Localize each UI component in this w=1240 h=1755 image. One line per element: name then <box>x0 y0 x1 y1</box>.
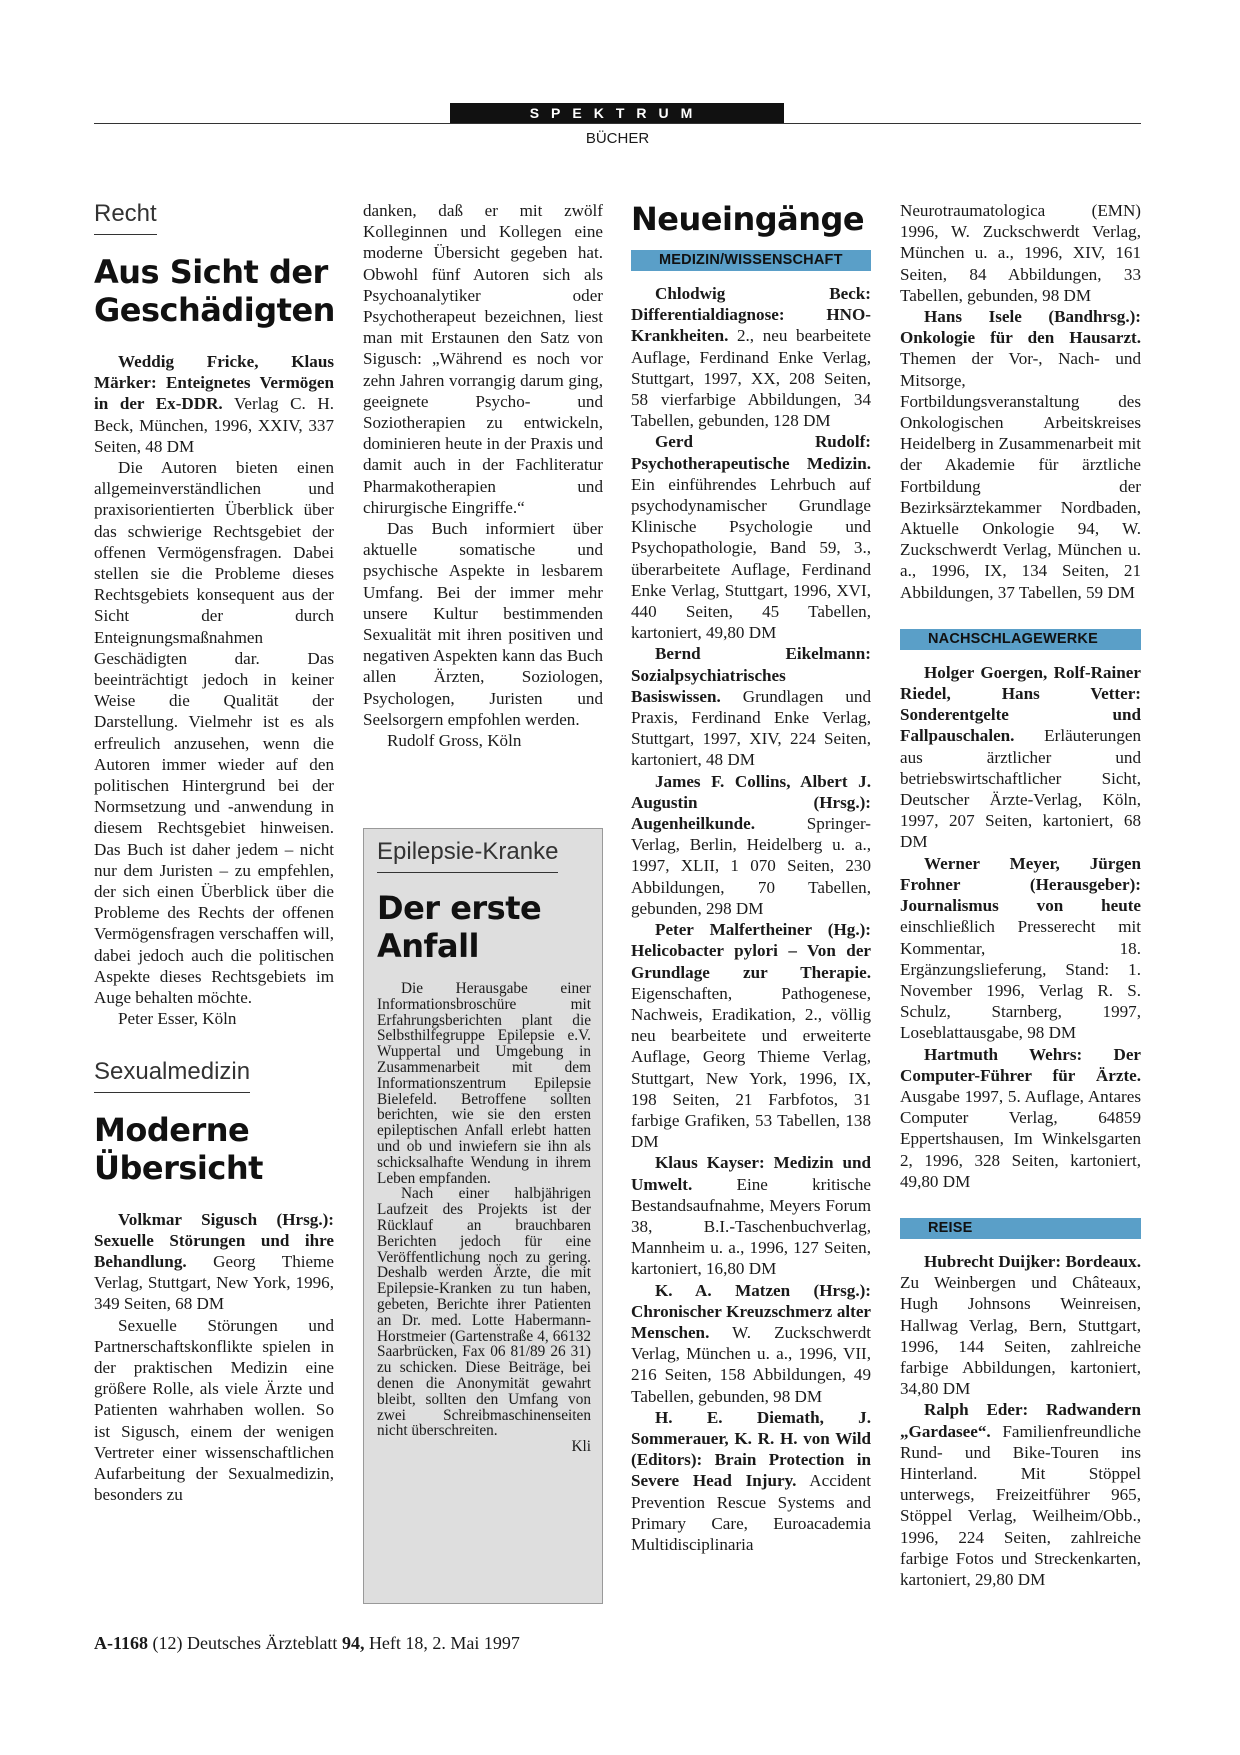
book-entry-details: W. Zuckschwerdt Verlag, München u. a., 1996, VII, 216 Seiten, 158 Abbildungen, 49 Tabellen, gebunden, 98 DM <box>631 1322 871 1406</box>
book-entry-title: Bernd Eikelmann: Sozialpsychiatrisches Basiswissen. <box>631 644 871 706</box>
book-entry-details: einschließlich Presserecht mit Kommentar, 18. Ergänzungslieferung, Stand: 1. November 1996, Verlag R. S. Schulz, Starnberg, 1997, Loseblattausgabe, 98 DM <box>900 917 1141 1043</box>
book-entry <box>900 306 1141 603</box>
book-entry-details: Springer-Verlag, Berlin, Heidelberg u. a., 1997, XLII, 1 070 Seiten, 230 Abbildungen, 70 Tabellen, gebunden, 298 DM <box>631 814 871 918</box>
book-entry-details: Eine kritische Bestandsaufnahme, Meyers Forum 38, B.I.-Taschenbuchverlag, Mannheim u. a., 1996, 127 Seiten, kartoniert, 16,80 DM <box>631 1174 871 1279</box>
journal-name: (12) Deutsches Ärzteblatt <box>148 1633 342 1653</box>
book-entry-title: Hartmuth Wehrs: Der Computer-Führer für Ärzte. <box>900 1044 1141 1085</box>
headline-sexualmedizin: Moderne Übersicht <box>94 1110 263 1187</box>
column-4 <box>900 200 1141 1590</box>
bib-recht <box>94 351 334 457</box>
book-entry <box>900 1251 1141 1399</box>
book-entry-title: Holger Goergen, Rolf-Rainer Riedel, Hans Vetter: Sonderentgelte und Fallpauschalen. <box>900 662 1141 746</box>
bib-sexualmedizin-details: Georg Thieme Verlag, Stuttgart, New York, 1996, 349 Seiten, 68 DM <box>94 1251 334 1314</box>
headline-epilepsie: Der erste Anfall <box>377 889 542 965</box>
notice-box-content <box>377 838 591 1455</box>
review-sexualmedizin-continued: danken, daß er mit zwölf Kolleginnen und Kollegen eine moderne Übersicht gegeben hat. Obwohl fünf Autoren sich als Psychoanalytiker oder Psychotherapeut bezeichnen, liest man mit Erstaunen den Satz von Sigusch: „Während es noch vor zehn Jahren vorrangig darum ging, geeignete Psycho- und Soziotherapien zu entwickeln, dominieren heute in der Praxis und damit auch in der Fachliteratur Pharmakotherapien und chirurgische Eingriffe.“ <box>363 201 603 517</box>
book-entry-title: K. A. Matzen (Hrsg.): Chronischer Kreuzschmerz alter Menschen. <box>631 1280 871 1342</box>
book-entry-details: Themen der Vor-, Nach- und Mitsorge, Fortbildungsveranstaltung des Onkologischen Arbeitskreises Heidelberg in Zusammenarbeit mit der Akademie für ärztliche Fortbildung der Bezirksärztekammer Nordbaden, Aktuelle Onkologie 94, W. Zuckschwerdt Verlag, München u. a., 1996, IX, 134 Seiten, 21 Abbildungen, 37 Tabellen, 59 DM <box>900 349 1141 602</box>
book-entry <box>631 1152 871 1279</box>
bib-sexualmedizin <box>94 1209 334 1315</box>
notice-signature: Kli <box>571 1438 591 1456</box>
book-entry-title: Chlodwig Beck: Differentialdiagnose: HNO-Krankheiten. <box>631 284 871 346</box>
notice-paragraph-1: Die Herausgabe einer Informationsbroschüre mit Erfahrungsberichten plant die Selbsthilfegruppe Epilepsie e.V. Wuppertal und Umgebung in Zusammenarbeit mit dem Informationszentrum Epilepsie Bielefeld. Betroffene sollten berichten, wie sie den ersten epileptischen Anfall erlebt hatten und ob und inwiefern sie ihn als schicksalhafte Wendung in ihrem Leben empfanden. <box>377 980 591 1187</box>
book-entry <box>631 283 871 431</box>
book-entry-details: Accident Prevention Rescue Systems and Primary Care, Euroacademia Multidisciplinaria <box>631 1471 872 1554</box>
page-number: A-1168 <box>94 1633 148 1653</box>
book-entry-title: Gerd Rudolf: Psychotherapeutische Medizin. <box>631 432 871 473</box>
book-entry-title: H. E. Diemath, J. Sommerauer, K. R. H. von Wild (Editors): Brain Protection in Severe Head Injury. <box>631 1407 871 1491</box>
book-entry-details: Grundlagen und Praxis, Ferdinand Enke Verlag, Stuttgart, 1997, XIV, 224 Seiten, kartoniert, 48 DM <box>631 686 871 770</box>
review-sexualmedizin-body-2: Das Buch informiert über aktuelle somatische und psychische Aspekte in lesbarem Umfang. Bei der immer mehr unsere Kultur bestimmenden Sexualität mit ihren positiven und negativen Aspekten kann das Buch allen Ärzten, Soziologen, Psychologen, Juristen und Seelsorgern empfohlen werden. <box>363 519 603 729</box>
book-entry-details: Eigenschaften, Pathogenese, Nachweis, Eradikation, 2., völlig neu bearbeitete und erweiterte Auflage, Georg Thieme Verlag, Stuttgart, New York, 1996, IX, 198 Seiten, 21 Farbfotos, 31 farbige Grafiken, 53 Tabellen, 138 DM <box>631 983 871 1152</box>
bib-sexualmedizin-title: Volkmar Sigusch (Hrsg.): Sexuelle Störungen und ihre Behandlung. <box>94 1209 334 1271</box>
category-nachschlagewerke: NACHSCHLAGEWERKE <box>900 629 1141 650</box>
book-entry-details: Erläuterungen aus ärztlicher und betriebswirtschaftlicher Sicht, Deutscher Ärzte-Verlag, Köln, 1997, 207 Seiten, kartoniert, 68 DM <box>900 726 1141 852</box>
book-entry-details: Zu Weinbergen und Châteaux, Hugh Johnsons Weinreisen, Hallwag Verlag, Bern, Stuttgart, 1996, 144 Seiten, zahlreiche farbige Abbildungen, kartoniert, 34,80 DM <box>900 1273 1141 1399</box>
review-recht-body: Die Autoren bieten einen allgemeinverständlichen und praxisorientierten Überblick über das schwierige Rechtsgebiet der offenen Vermögensfragen. Dabei stellen sie die Probleme dieses Rechtsgebiets konsequent aus der Sicht der durch Enteignungsmaßnahmen Geschädigten dar. Das beeinträchtigt jedoch in keiner Weise die Qualität der Darstellung. Vielmehr ist es als erfreulich anzusehen, wenn die Autoren immer wieder auf den politischen Hintergrund bei der Normsetzung und -anwendung in diesem Rechtsgebiet hinweisen. Das Buch ist daher jedem – nicht nur dem Juristen – zu empfehlen, der sich einen Überblick über die Probleme des Rechts der offenen Vermögensfragen verschaffen will, dabei jedoch auch die politischen Aspekte dieses Rechtsgebiets im Auge behalten möchte. <box>94 458 334 1008</box>
book-entry <box>631 919 871 1152</box>
signature-sexualmedizin: Rudolf Gross, Köln <box>387 731 522 751</box>
book-entry <box>631 771 871 919</box>
signature-recht: Peter Esser, Köln <box>118 1009 237 1029</box>
book-entry <box>900 1399 1141 1590</box>
page-footer <box>94 1633 520 1654</box>
entry-continued: Neurotraumatologica (EMN) 1996, W. Zuckschwerdt Verlag, München u. a., 1996, XIV, 161 Seiten, 84 Abbildungen, 33 Tabellen, gebunden, 98 DM <box>900 201 1141 305</box>
headline-recht: Aus Sicht der Geschädigten <box>94 253 335 329</box>
kicker-recht: Recht <box>94 200 157 235</box>
book-entry-title: Peter Malfertheiner (Hg.): Helicobacter pylori – Von der Grundlage zur Therapie. <box>631 920 871 982</box>
header-rule <box>94 123 1141 124</box>
section-banner: SPEKTRUM <box>450 103 784 123</box>
journal-volume: 94, <box>341 1633 365 1653</box>
category-reise: REISE <box>900 1218 1141 1239</box>
book-entry-title: Ralph Eder: Radwandern „Gardasee“. <box>900 1400 1141 1441</box>
list-medizin-cont <box>900 306 1141 603</box>
list-nachschlagewerke <box>900 662 1141 1192</box>
book-entry <box>631 431 871 643</box>
category-medizin: MEDIZIN/WISSENSCHAFT <box>631 250 871 271</box>
book-entry-details: Ausgabe 1997, 5. Auflage, Antares Computer Verlag, 64859 Eppertshausen, Im Winkelsgarten 2, 1996, 328 Seiten, kartoniert, 49,80 DM <box>900 1086 1141 1191</box>
book-entry <box>631 1280 871 1407</box>
book-entry <box>900 662 1141 853</box>
book-entry <box>631 643 871 770</box>
column-2 <box>363 200 603 751</box>
kicker-epilepsie: Epilepsie-Kranke <box>377 838 558 873</box>
notice-paragraph-2: Nach einer halbjährigen Laufzeit des Projekts ist der Rücklauf an brauchbaren Berichten jedoch für eine Veröffentlichung noch zu gering. Deshalb werden Ärzte, die mit Epilepsie-Kranken zu tun haben, gebeten, Berichte ihrer Patienten an Dr. med. Lotte Habermann-Horstmeier (Gartenstraße 4, 66132 Saarbrücken, Fax 06 81/89 26 31) zu schicken. Diese Beiträge, bei denen die Anonymität gewahrt bleibt, sollten den Umfang von zwei Schreibmaschinenseiten nicht überschreiten. <box>377 1185 591 1440</box>
bib-recht-details: Verlag C. H. Beck, München, 1996, XXIV, 337 Seiten, 48 DM <box>94 394 335 456</box>
book-entry-title: Werner Meyer, Jürgen Frohner (Herausgeber): Journalismus von heute <box>900 853 1141 916</box>
book-entry-title: James F. Collins, Albert J. Augustin (Hrsg.): Augenheilkunde. <box>631 771 871 834</box>
book-entry <box>900 853 1141 1044</box>
book-entry-details: Ein einführendes Lehrbuch auf psychodynamischer Grundlage Klinische Psychologie und Psychopathologie, Band 59, 3., überarbeitete Auflage, Ferdinand Enke Verlag, Stuttgart, 1996, XVI, 440 Seiten, 45 Tabellen, kartoniert, 49,80 DM <box>631 474 871 643</box>
journal-issue: Heft 18, 2. Mai 1997 <box>364 1633 520 1653</box>
book-entry-details: Familienfreundliche Rund- und Bike-Touren ins Hinterland. Mit Stöppel unterwegs, Freizeitführer 965, Stöppel Verlag, Weilheim/Obb., 1996, 224 Seiten, zahlreiche farbige Fotos und Streckenkarten, kartoniert, 29,80 DM <box>900 1421 1141 1589</box>
column-1 <box>94 200 334 1505</box>
book-entry-title: Klaus Kayser: Medizin und Umwelt. <box>631 1153 871 1194</box>
notice-text <box>377 981 591 1455</box>
book-entry-title: Hubrecht Duijker: Bordeaux. <box>924 1251 1141 1271</box>
subsection-label: BÜCHER <box>585 130 650 147</box>
list-medizin <box>631 283 871 1555</box>
book-entry-details: 2., neu bearbeitete Auflage, Ferdinand Enke Verlag, Stuttgart, 1997, XX, 208 Seiten, 58 vierfarbige Abbildungen, 34 Tabellen, gebunden, 128 DM <box>631 326 871 431</box>
bib-recht-title: Weddig Fricke, Klaus Märker: Enteignetes Vermögen in der Ex-DDR. <box>94 352 334 414</box>
review-sexualmedizin-body-1: Sexuelle Störungen und Partnerschaftskonflikte spielen in der praktischen Medizin eine größere Rolle, als viele Ärzte und Patienten wahrhaben wollen. So ist Sigusch, einem der wenigen Vertreter einer wissenschaftlichen Aufarbeitung der Sexualmedizin, besonders zu <box>94 1315 334 1505</box>
kicker-sexualmedizin: Sexualmedizin <box>94 1058 250 1093</box>
book-entry-title: Hans Isele (Bandhrsg.): Onkologie für den Hausarzt. <box>900 307 1141 348</box>
list-reise <box>900 1251 1141 1590</box>
book-entry <box>900 1044 1141 1192</box>
book-entry <box>631 1407 871 1555</box>
headline-neueingaenge: Neueingänge <box>631 200 865 238</box>
column-3 <box>631 200 871 1555</box>
